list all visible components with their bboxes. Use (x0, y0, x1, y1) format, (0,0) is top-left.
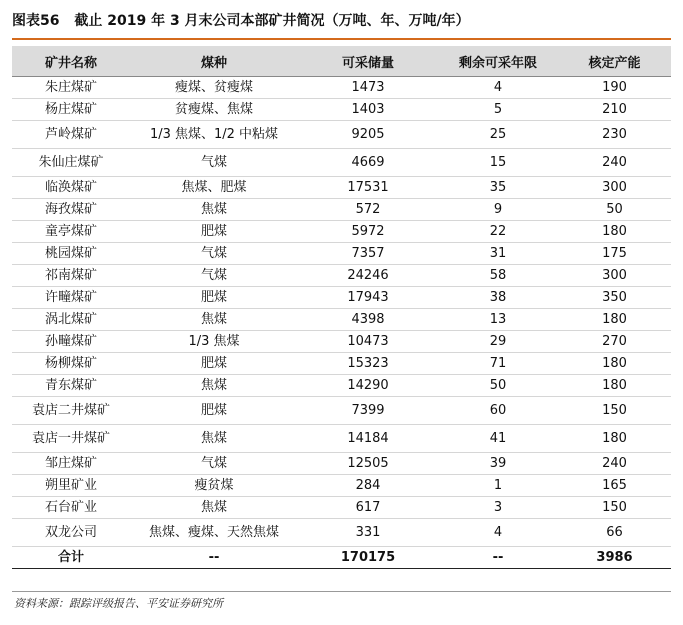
table-row (12, 475, 671, 497)
table-row (12, 121, 671, 149)
mine-name-cell: 朱庄煤矿 (12, 77, 130, 99)
reserves-cell: 17943 (298, 287, 438, 309)
mine-name-cell: 桃园煤矿 (12, 243, 130, 265)
remaining-years-cell: 25 (438, 121, 558, 149)
mine-name-cell: 朔里矿业 (12, 475, 130, 497)
capacity-cell: 210 (558, 99, 671, 121)
reserves-cell: 14184 (298, 425, 438, 453)
capacity-cell: 300 (558, 177, 671, 199)
capacity-cell: 150 (558, 397, 671, 425)
remaining-years-cell: 38 (438, 287, 558, 309)
table-row (12, 287, 671, 309)
caption-rule (12, 38, 671, 40)
mine-name-cell: 童亭煤矿 (12, 221, 130, 243)
table-header-row (12, 46, 671, 77)
source-note: 资料来源：跟踪评级报告、平安证券研究所 (14, 597, 223, 610)
capacity-cell: 230 (558, 121, 671, 149)
mine-name-cell: 涡北煤矿 (12, 309, 130, 331)
reserves-cell: 572 (298, 199, 438, 221)
capacity-cell: 180 (558, 221, 671, 243)
mine-name-cell: 双龙公司 (12, 519, 130, 547)
total-reserves-cell: 170175 (298, 547, 438, 569)
coal-type-cell: 气煤 (130, 265, 298, 287)
remaining-years-cell: 60 (438, 397, 558, 425)
table-row (12, 199, 671, 221)
table-row (12, 177, 671, 199)
figure-number: 图表56 (12, 13, 60, 29)
coal-type-cell: 肥煤 (130, 397, 298, 425)
table-row (12, 497, 671, 519)
remaining-years-cell: 50 (438, 375, 558, 397)
table-row (12, 99, 671, 121)
coal-type-cell: 1/3 焦煤、1/2 中粘煤 (130, 121, 298, 149)
mine-name-cell: 袁店一井煤矿 (12, 425, 130, 453)
remaining-years-cell: 71 (438, 353, 558, 375)
capacity-cell: 175 (558, 243, 671, 265)
reserves-cell: 15323 (298, 353, 438, 375)
reserves-cell: 9205 (298, 121, 438, 149)
table-row (12, 309, 671, 331)
table-row (12, 149, 671, 177)
remaining-years-cell: 4 (438, 519, 558, 547)
table-row (12, 353, 671, 375)
coal-type-cell: 气煤 (130, 453, 298, 475)
remaining-years-cell: 9 (438, 199, 558, 221)
remaining-years-cell: 1 (438, 475, 558, 497)
mine-name-cell: 临涣煤矿 (12, 177, 130, 199)
remaining-years-cell: 4 (438, 77, 558, 99)
total-mine-name-cell: 合计 (12, 547, 130, 569)
remaining-years-cell: 58 (438, 265, 558, 287)
capacity-cell: 50 (558, 199, 671, 221)
reserves-cell: 5972 (298, 221, 438, 243)
remaining-years-cell: 39 (438, 453, 558, 475)
mine-name-cell: 邹庄煤矿 (12, 453, 130, 475)
reserves-cell: 12505 (298, 453, 438, 475)
capacity-cell: 270 (558, 331, 671, 353)
table-row (12, 453, 671, 475)
reserves-cell: 4398 (298, 309, 438, 331)
reserves-cell: 10473 (298, 331, 438, 353)
mine-name-cell: 石台矿业 (12, 497, 130, 519)
coal-type-cell: 肥煤 (130, 221, 298, 243)
mine-name-cell: 芦岭煤矿 (12, 121, 130, 149)
reserves-cell: 14290 (298, 375, 438, 397)
coal-type-cell: 焦煤 (130, 425, 298, 453)
remaining-years-cell: 3 (438, 497, 558, 519)
coal-type-cell: 贫瘦煤、焦煤 (130, 99, 298, 121)
mine-name-cell: 朱仙庄煤矿 (12, 149, 130, 177)
mine-name-cell: 孙疃煤矿 (12, 331, 130, 353)
mine-name-cell: 海孜煤矿 (12, 199, 130, 221)
table-row (12, 519, 671, 547)
capacity-cell: 300 (558, 265, 671, 287)
table-row (12, 397, 671, 425)
source-rule (12, 591, 671, 592)
capacity-cell: 150 (558, 497, 671, 519)
mine-name-cell: 青东煤矿 (12, 375, 130, 397)
table-row (12, 375, 671, 397)
coal-type-cell: 焦煤、瘦煤、天然焦煤 (130, 519, 298, 547)
header-remaining-years: 剩余可采年限 (438, 46, 558, 77)
mine-name-cell: 许疃煤矿 (12, 287, 130, 309)
mine-table (12, 46, 671, 569)
table-row (12, 221, 671, 243)
remaining-years-cell: 5 (438, 99, 558, 121)
mine-name-cell: 杨柳煤矿 (12, 353, 130, 375)
coal-type-cell: 气煤 (130, 243, 298, 265)
capacity-cell: 240 (558, 149, 671, 177)
table-row (12, 77, 671, 99)
coal-type-cell: 焦煤 (130, 199, 298, 221)
reserves-cell: 284 (298, 475, 438, 497)
reserves-cell: 24246 (298, 265, 438, 287)
coal-type-cell: 肥煤 (130, 353, 298, 375)
remaining-years-cell: 13 (438, 309, 558, 331)
reserves-cell: 1403 (298, 99, 438, 121)
capacity-cell: 180 (558, 425, 671, 453)
total-coal-type-cell: -- (130, 547, 298, 569)
capacity-cell: 66 (558, 519, 671, 547)
remaining-years-cell: 31 (438, 243, 558, 265)
capacity-cell: 180 (558, 353, 671, 375)
capacity-cell: 180 (558, 309, 671, 331)
total-capacity-cell: 3986 (558, 547, 671, 569)
header-coal-type: 煤种 (130, 46, 298, 77)
remaining-years-cell: 29 (438, 331, 558, 353)
reserves-cell: 331 (298, 519, 438, 547)
figure-caption (12, 8, 671, 34)
table-row (12, 425, 671, 453)
mine-name-cell: 袁店二井煤矿 (12, 397, 130, 425)
coal-type-cell: 1/3 焦煤 (130, 331, 298, 353)
remaining-years-cell: 22 (438, 221, 558, 243)
reserves-cell: 617 (298, 497, 438, 519)
coal-type-cell: 气煤 (130, 149, 298, 177)
reserves-cell: 7357 (298, 243, 438, 265)
coal-type-cell: 肥煤 (130, 287, 298, 309)
header-mine-name: 矿井名称 (12, 46, 130, 77)
total-remaining-years-cell: -- (438, 547, 558, 569)
capacity-cell: 240 (558, 453, 671, 475)
coal-type-cell: 瘦煤、贫瘦煤 (130, 77, 298, 99)
remaining-years-cell: 41 (438, 425, 558, 453)
reserves-cell: 4669 (298, 149, 438, 177)
coal-type-cell: 焦煤 (130, 375, 298, 397)
table-row (12, 243, 671, 265)
figure-title: 截止 2019 年 3 月末公司本部矿井简况（万吨、年、万吨/年） (74, 13, 470, 29)
remaining-years-cell: 15 (438, 149, 558, 177)
table-row (12, 265, 671, 287)
reserves-cell: 7399 (298, 397, 438, 425)
header-reserves: 可采储量 (298, 46, 438, 77)
mine-name-cell: 祁南煤矿 (12, 265, 130, 287)
mine-name-cell: 杨庄煤矿 (12, 99, 130, 121)
coal-type-cell: 焦煤 (130, 497, 298, 519)
capacity-cell: 350 (558, 287, 671, 309)
header-capacity: 核定产能 (558, 46, 671, 77)
reserves-cell: 1473 (298, 77, 438, 99)
reserves-cell: 17531 (298, 177, 438, 199)
capacity-cell: 190 (558, 77, 671, 99)
capacity-cell: 180 (558, 375, 671, 397)
coal-type-cell: 焦煤 (130, 309, 298, 331)
remaining-years-cell: 35 (438, 177, 558, 199)
coal-type-cell: 瘦贫煤 (130, 475, 298, 497)
capacity-cell: 165 (558, 475, 671, 497)
table-row (12, 331, 671, 353)
total-row (12, 547, 671, 569)
coal-type-cell: 焦煤、肥煤 (130, 177, 298, 199)
